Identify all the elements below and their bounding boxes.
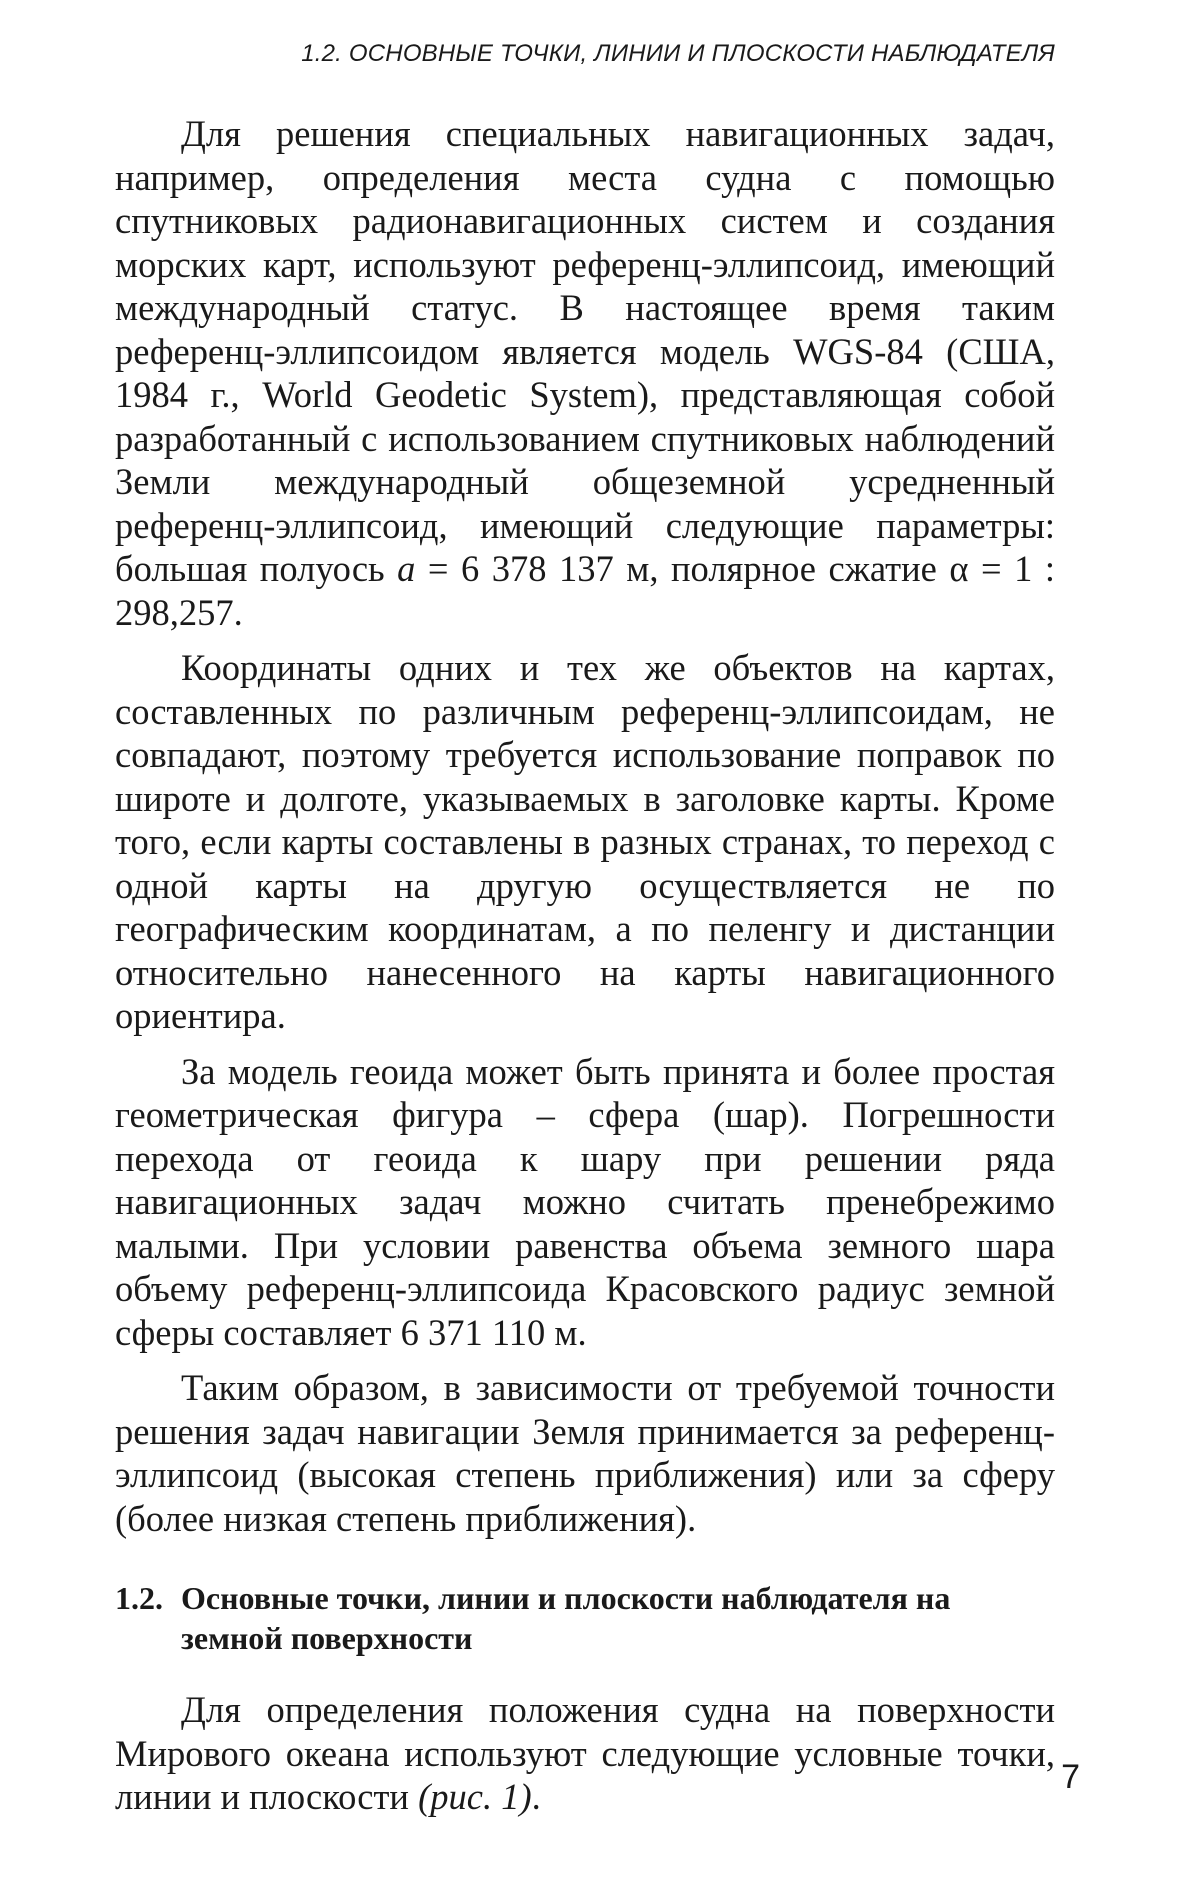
running-header: 1.2. ОСНОВНЫЕ ТОЧКИ, ЛИНИИ И ПЛОСКОСТИ НАБЛЮДАТЕЛЯ: [301, 40, 1055, 67]
page-number: 7: [1061, 1758, 1080, 1796]
ellipsoid-parameters: = 6 378 137 м, полярное сжатие α = 1 : 298,257.: [115, 548, 1055, 633]
section-title: Основные точки, линии и плоскости наблюдателя на земной поверхности: [181, 1580, 951, 1656]
paragraph-observer-points: [115, 1688, 1055, 1819]
section-heading: [115, 1578, 1055, 1658]
semi-major-axis-symbol: a: [397, 548, 416, 589]
paragraph-coordinates: Координаты одних и тех же объектов на картах, составленных по различным референц-эллипсоидам, не совпадают, поэтому требуется использование поправок по широте и долготе, указываемых в заголовке карты. Кроме того, если карты составлены в разных странах, то переход с одной карты на другую осуществляется не по географическим координатам, а по пеленгу и дистанции относительно нанесенного на карты навигационного ориентира.: [115, 647, 1055, 1036]
paragraph-wgs84: [115, 112, 1055, 634]
paragraph-observer-points-text: Для определения положения судна на поверхности Мирового океана используют следующие условные точки, линии и плоскости: [115, 1689, 1055, 1817]
section-number: 1.2.: [115, 1580, 163, 1616]
paragraph-sphere-model: За модель геоида может быть принята и более простая геометрическая фигура – сфера (шар). Погрешности перехода от геоида к шару при решении ряда навигационных задач можно считать пренебрежимо малыми. При условии равенства объема земного шара объему референц-эллипсоида Красовского радиус земной сферы составляет 6 371 110 м.: [115, 1050, 1055, 1353]
paragraph-conclusion: Таким образом, в зависимости от требуемой точности решения задач навигации Земля принимается за референц-эллипсоид (высокая степень приближения) или за сферу (более низкая степень приближения).: [115, 1367, 1055, 1539]
paragraph-wgs84-text: Для решения специальных навигационных задач, например, определения места судна с помощью спутниковых радионавигационных систем и создания морских карт, используют референц-эллипсоид, имеющий международный статус. В настоящее время таким референц-эллипсоидом является модель WGS-84 (США, 1984 г., World Geodetic System), представляющая собой разработанный с использованием спутниковых наблюдений Земли международный общеземной усредненный референц-эллипсоид, имеющий следующие параметры: большая полуось: [115, 113, 1055, 589]
figure-reference: (рис. 1): [418, 1776, 532, 1817]
body-text: [115, 112, 1055, 1831]
paragraph-end-punctuation: .: [531, 1776, 541, 1817]
